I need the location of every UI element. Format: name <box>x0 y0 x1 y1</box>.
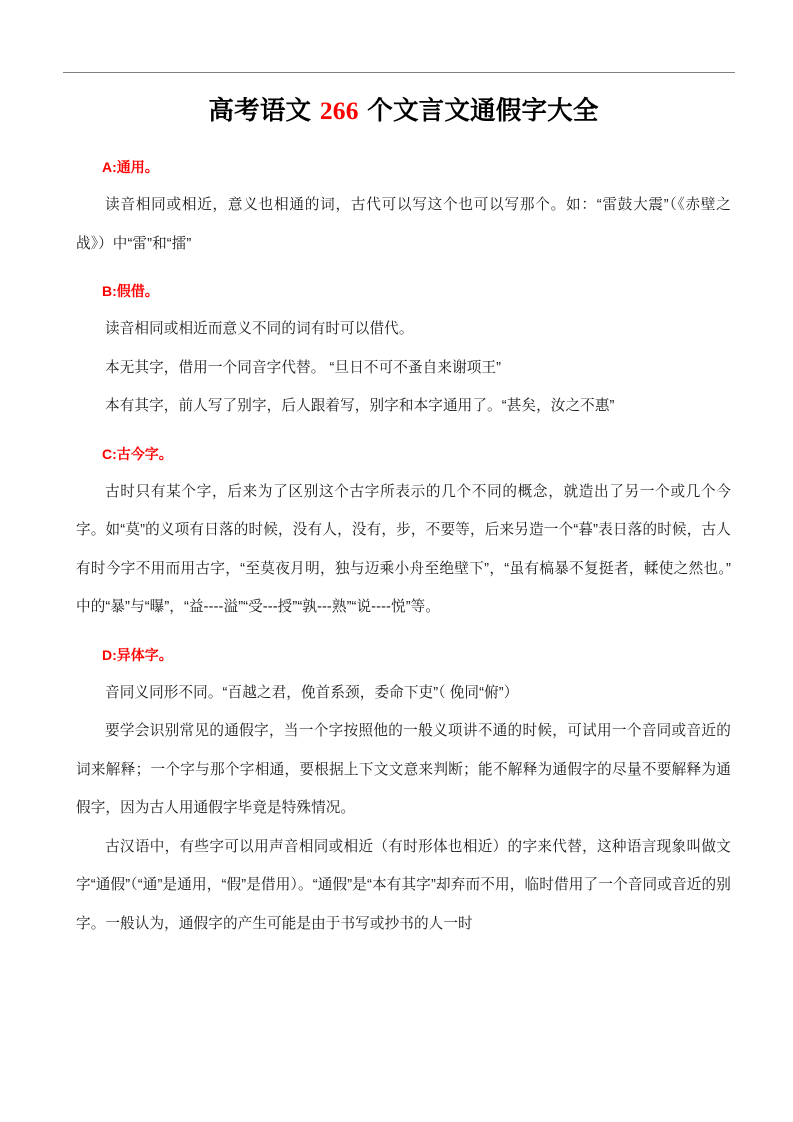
section-b-paragraph-3: 本有其字，前人写了别字，后人跟着写，别字和本字通用了。“甚矣，汝之不惠” <box>105 398 615 415</box>
section-spacer-a <box>76 263 731 284</box>
heading-spacer-d <box>76 662 731 674</box>
page-title <box>76 92 731 128</box>
section-heading-a: A:通用。 <box>102 159 159 176</box>
section-b <box>76 284 731 426</box>
title-prefix: 高考语文 <box>208 96 312 125</box>
section-a-paragraph-1: 读音相同或相近，意义也相通的词，古代可以写这个也可以写那个。如：“雷鼓大震”（《赤壁之战》）中“雷”和“擂” <box>76 197 731 252</box>
section-c-paragraph-1: 古时只有某个字，后来为了区别这个古字所表示的几个不同的概念，就造出了另一个或几个今字。如“莫”的义项有日落的时候，没有人，没有，步，不要等，后来另造一个“暮”表日落的时候，古人有时今字不用而用古字，“至莫夜月明，独与迈乘小舟至绝壁下”，“虽有槁暴不复挺者，輮使之然也。”中的“暴”与“曝”，“益----溢”“受---授”“孰---熟”“说----悦”等。 <box>76 483 731 616</box>
section-heading-d: D:异体字。 <box>102 646 173 663</box>
title-number: 266 <box>319 96 359 125</box>
section-heading-b: B:假借。 <box>102 283 159 300</box>
section-d <box>76 648 731 944</box>
section-heading-c: C:古今字。 <box>102 445 173 462</box>
section-a <box>76 160 731 263</box>
section-b-paragraph-2: 本无其字，借用一个同音字代替。 “旦日不可不蚤自来谢项王” <box>105 359 502 376</box>
section-d-paragraph-2: 要学会识别常见的通假字，当一个字按照他的一般义项讲不通的时候，可试用一个音同或音近的词来解释；一个字与那个字相通，要根据上下文文意来判断；能不解释为通假字的尽量不要解释为通假字，因为古人用通假字毕竟是特殊情况。 <box>76 723 731 817</box>
section-c <box>76 447 731 627</box>
document-body <box>76 92 731 943</box>
section-d-paragraph-3: 古汉语中，有些字可以用声音相同或相近（有时形体也相近）的字来代替，这种语言现象叫做文字“通假”（“通”是通用，“假”是借用）。“通假”是“本有其字”却弃而不用，临时借用了一个音同或音近的别字。一般认为，通假字的产生可能是由于书写或抄书的人一时 <box>76 838 731 932</box>
title-suffix: 个文言文通假字大全 <box>367 96 599 125</box>
heading-spacer-c <box>76 461 731 473</box>
section-spacer-b <box>76 426 731 447</box>
heading-spacer-b <box>76 298 731 310</box>
section-b-paragraph-1: 读音相同或相近而意义不同的词有时可以借代。 <box>105 321 414 338</box>
section-spacer-c <box>76 627 731 648</box>
title-spacer <box>76 128 731 160</box>
section-d-paragraph-1: 音同义同形不同。“百越之君，俛首系颈，委命下吏”（ 俛同“俯”） <box>105 684 519 701</box>
header-divider <box>63 72 735 73</box>
heading-spacer-a <box>76 174 731 186</box>
